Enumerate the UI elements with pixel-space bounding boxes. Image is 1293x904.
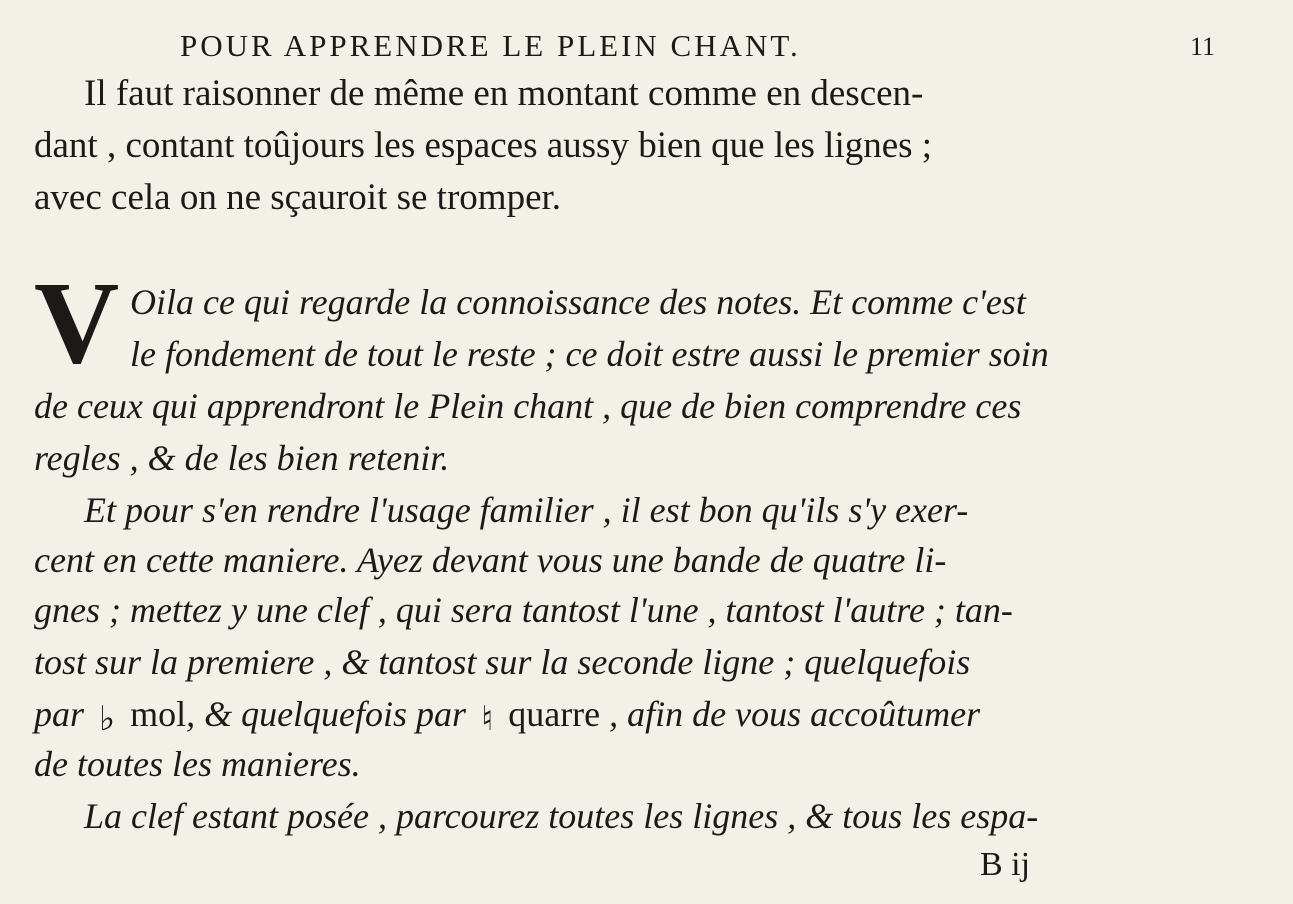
para2-line1: Oila ce qui regarde la connoissance des notes. Et comme c'est xyxy=(130,282,1026,322)
para3-line5-text-e: , afin de vous accoûtumer xyxy=(609,694,981,734)
para3-line1: Et pour s'en rendre l'usage familier , il est bon qu'ils s'y exer- xyxy=(84,490,969,530)
para1-line1: Il faut raisonner de même en montant comme en descen- xyxy=(84,73,924,114)
para3-line5 xyxy=(34,692,980,741)
para3-line3: gnes ; mettez y une clef , qui sera tantost l'une , tantost l'autre ; tan- xyxy=(34,590,1013,630)
para3-line2: cent en cette maniere. Ayez devant vous une bande de quatre li- xyxy=(34,540,947,580)
running-head: POUR APPRENDRE LE PLEIN CHANT. xyxy=(180,28,801,63)
page-number: 11 xyxy=(1190,32,1216,61)
flat-sign-icon: ♭ xyxy=(99,699,116,739)
para1-line3: avec cela on ne sçauroit se tromper. xyxy=(34,177,562,218)
para2-line3: de ceux qui apprendront le Plein chant , que de bien comprendre ces xyxy=(34,386,1022,426)
para3-line5-text-d: quarre xyxy=(508,694,601,734)
para3-line5-text-a: par xyxy=(34,694,85,734)
signature-mark: B ij xyxy=(980,846,1031,883)
para1-line2: dant , contant toûjours les espaces aussy bien que les lignes ; xyxy=(34,125,933,166)
para3-line5-text-b: mol xyxy=(130,694,187,734)
para4-line1: La clef estant posée , parcourez toutes les lignes , & tous les espa- xyxy=(84,796,1039,836)
para2-line4: regles , & de les bien retenir. xyxy=(34,438,450,478)
para3-line4: tost sur la premiere , & tantost sur la seconde ligne ; quelquefois xyxy=(34,642,971,682)
para2-line2: le fondement de tout le reste ; ce doit estre aussi le premier soin xyxy=(130,334,1049,374)
para3-line5-text-c: , & quelquefois par xyxy=(186,694,467,734)
drop-cap-initial: V xyxy=(34,257,120,388)
para3-line6: de toutes les manieres. xyxy=(34,744,361,784)
natural-sign-icon: ♮ xyxy=(481,699,494,739)
